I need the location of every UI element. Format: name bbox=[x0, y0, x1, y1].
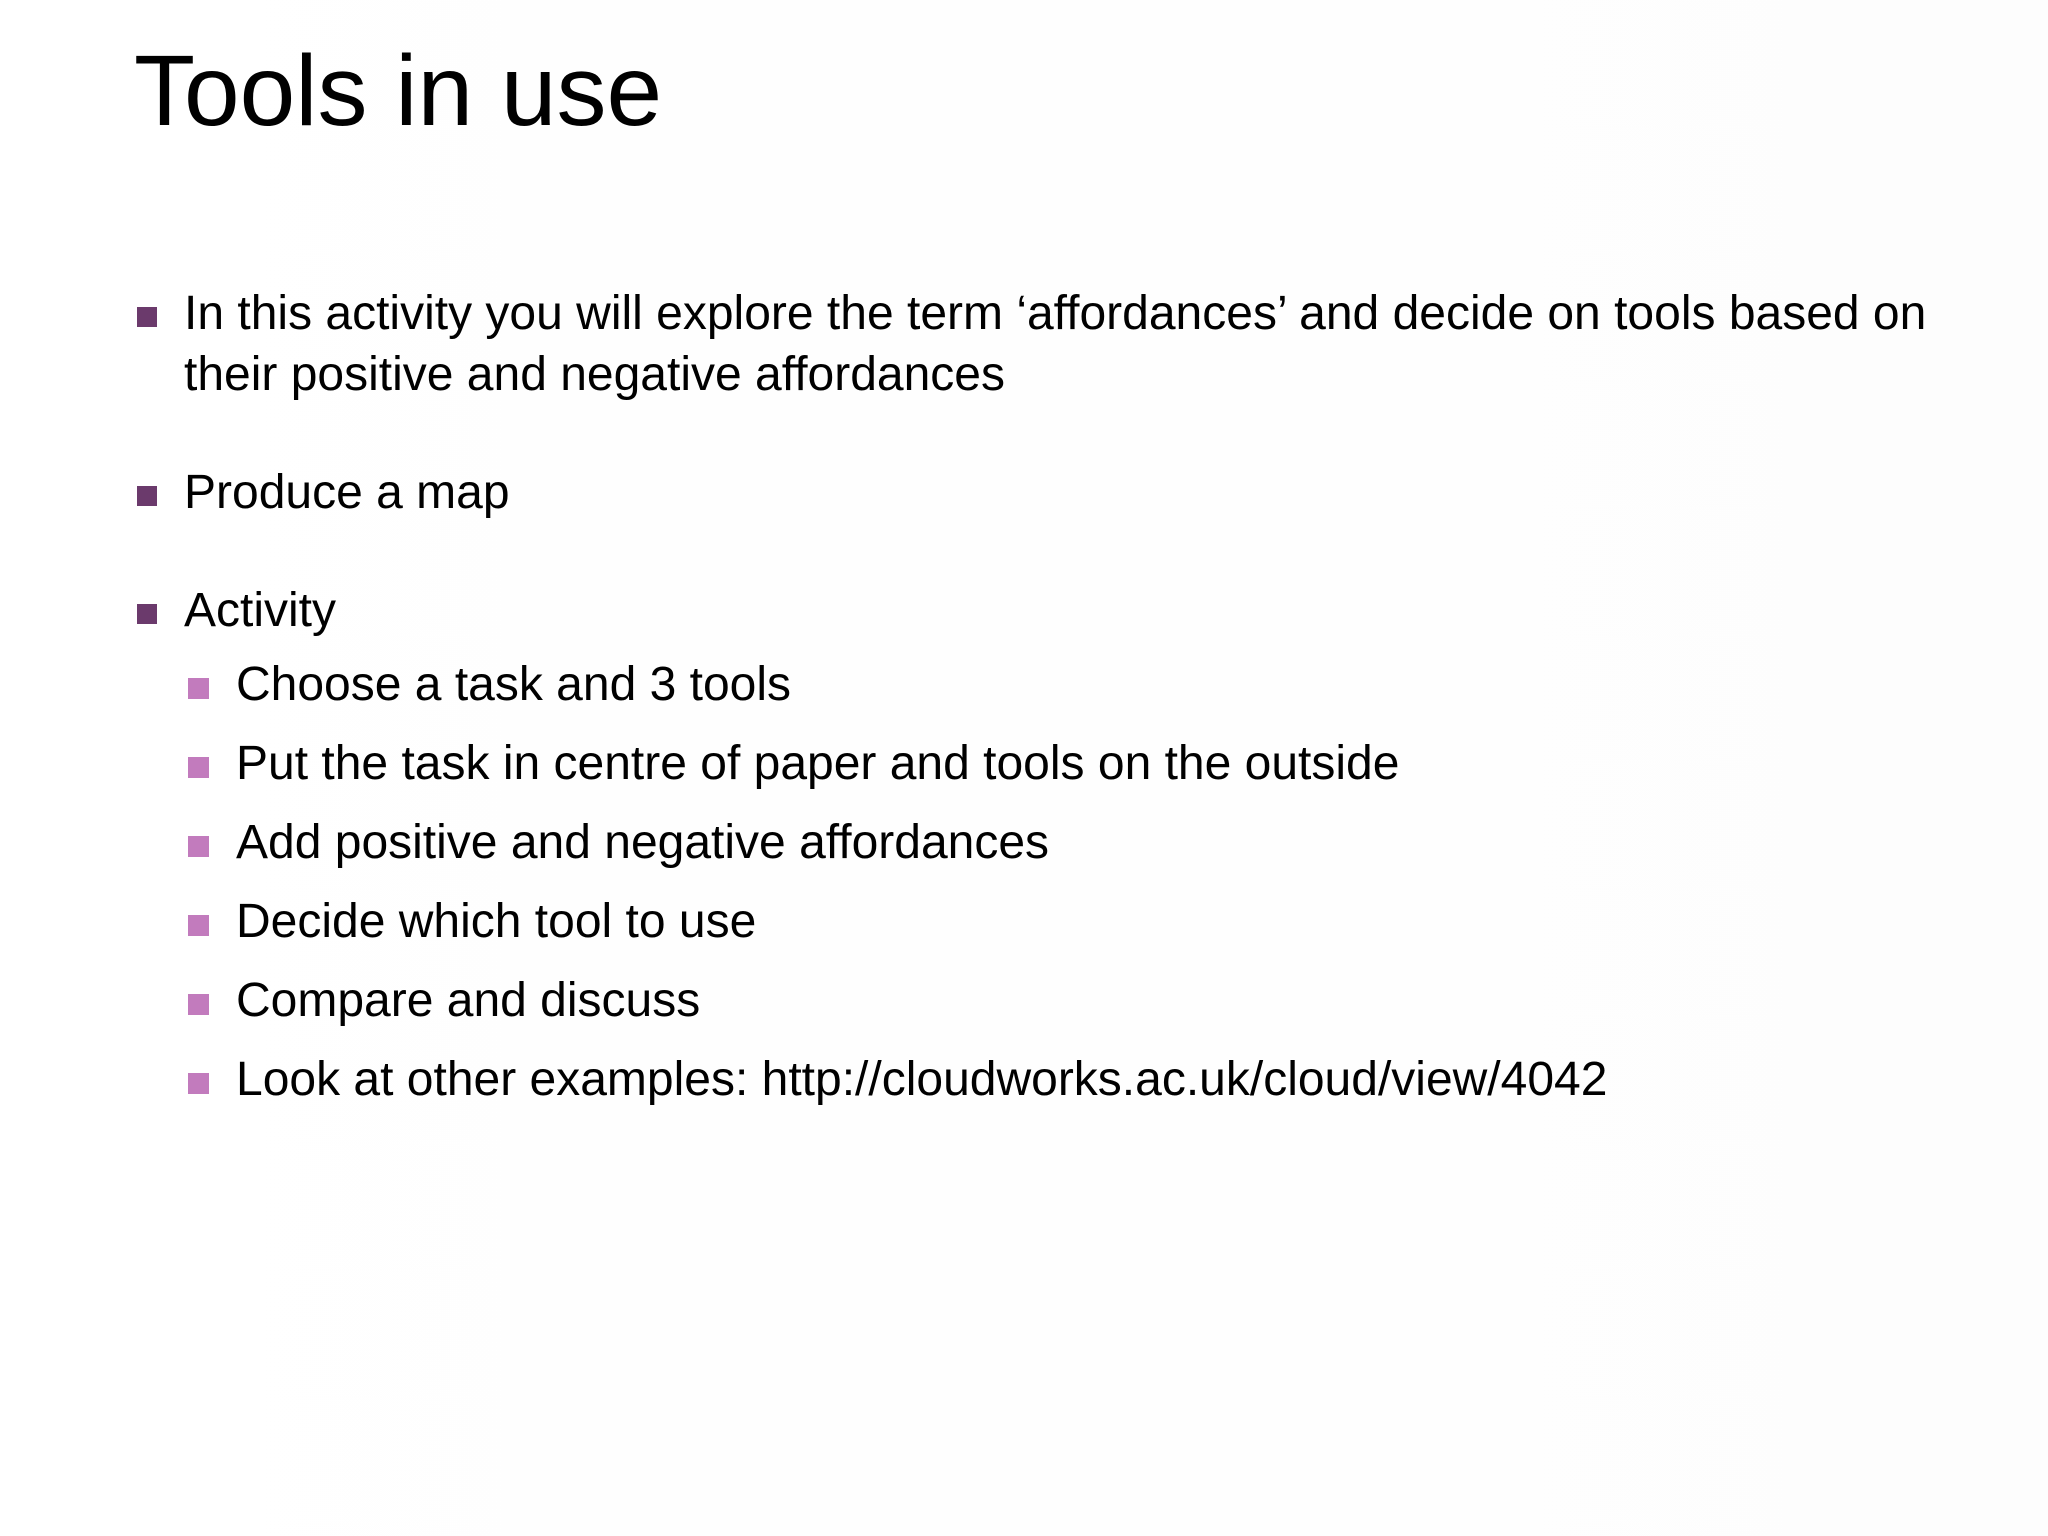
activity-step-text: Compare and discuss bbox=[236, 974, 701, 1027]
activity-step-text: Choose a task and 3 tools bbox=[236, 658, 792, 711]
bullet-list bbox=[134, 283, 1934, 653]
activity-step bbox=[186, 891, 1607, 970]
square-bullet-icon bbox=[188, 994, 209, 1015]
activity-step bbox=[186, 1049, 1607, 1128]
activity-step bbox=[186, 733, 1607, 812]
square-bullet-icon bbox=[188, 836, 209, 857]
bullet-item bbox=[134, 580, 1934, 641]
square-bullet-icon bbox=[188, 678, 209, 699]
square-bullet-icon bbox=[188, 915, 209, 936]
activity-step-text: Add positive and negative affordances bbox=[236, 816, 1050, 869]
square-bullet-icon bbox=[188, 757, 209, 778]
activity-step-text: Put the task in centre of paper and tools on the outside bbox=[236, 737, 1400, 790]
activity-step bbox=[186, 654, 1607, 733]
square-bullet-icon bbox=[137, 307, 157, 327]
square-bullet-icon bbox=[137, 604, 157, 624]
bullet-item bbox=[134, 283, 1934, 405]
bullet-text: Activity bbox=[184, 584, 337, 637]
activity-step-text: Look at other examples: http://cloudworks.ac.uk/cloud/view/4042 bbox=[236, 1053, 1608, 1106]
slide-title: Tools in use bbox=[134, 35, 663, 147]
square-bullet-icon bbox=[188, 1073, 209, 1094]
square-bullet-icon bbox=[137, 486, 157, 506]
bullet-text: In this activity you will explore the term ‘affordances’ and decide on tools based on their positive and negative affordances bbox=[184, 287, 1927, 401]
activity-step bbox=[186, 812, 1607, 891]
bullet-item bbox=[134, 462, 1934, 523]
activity-steps-list bbox=[186, 654, 1607, 1128]
activity-step-text: Decide which tool to use bbox=[236, 895, 757, 948]
bullet-text: Produce a map bbox=[184, 466, 510, 519]
activity-step bbox=[186, 970, 1607, 1049]
